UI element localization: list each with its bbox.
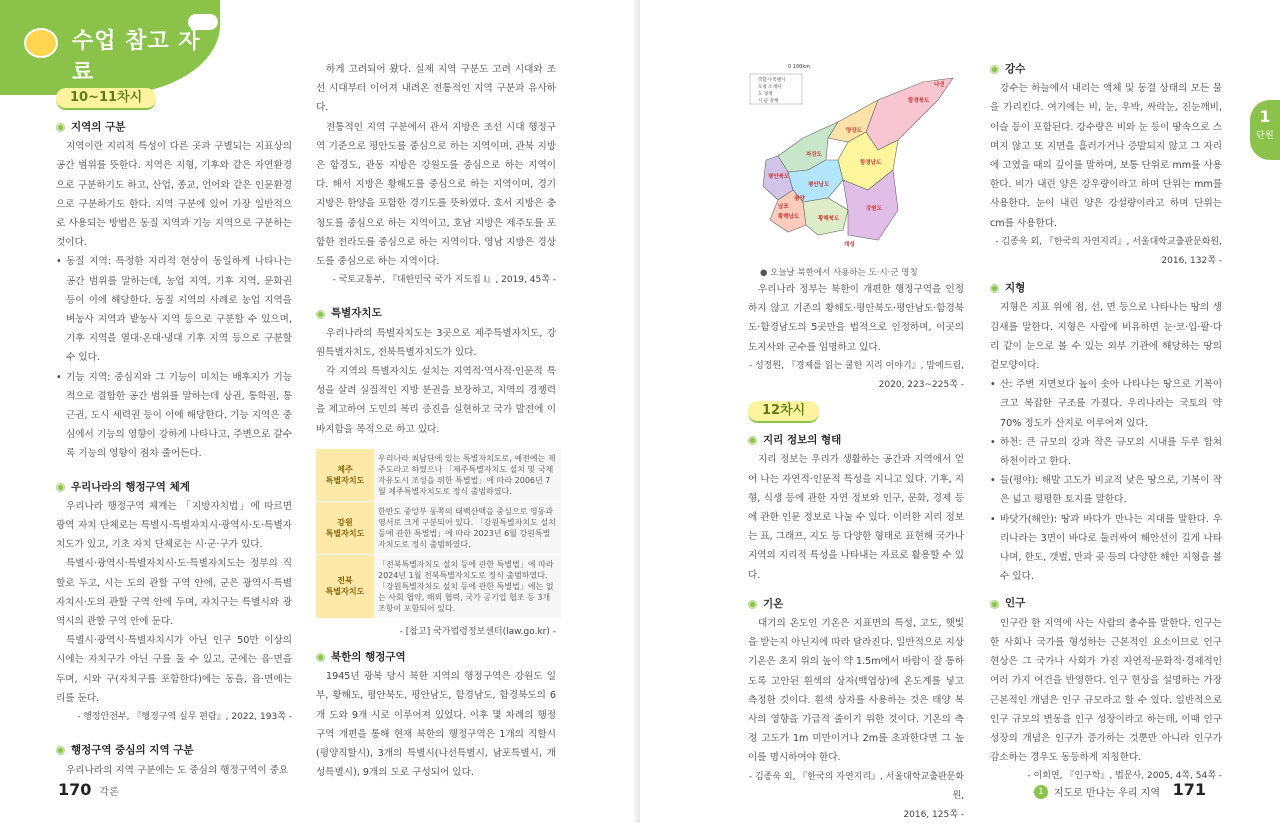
map-label: 개성 [844,242,855,248]
map-label: 나선 [934,82,945,88]
bullet-dot-icon [990,284,999,293]
bullet-item: • 바닷가(해안): 땅과 바다가 만나는 지대를 말한다. 우리나라는 3면이 바다로 둘러싸여 해안선이 길게 나타나며, 한도, 갯벌, 만과 곶 등의 다양한 해안 지형을 볼 수 있다. [990,510,1222,587]
table-head-cell: 제주 특별자치도 [316,449,374,502]
source-citation: - 성정원, 『경제를 읽는 쿨한 지리 이야기』, 맘에드림, [748,360,964,371]
paragraph: 지리 정보는 우리가 생활하는 공간과 지역에서 얻어 나는 자연적·인문적 특성을 지니고 있다. 기후, 지형, 식생 등에 관한 자연 정보와 인구, 문화, 경제 등에 관한 인문 정보로 나눌 수 있다. 이러한 지리 정보는 표, 그래프, 지도 등 다양한 형태로 표현해 국가나 지역의 지리적 특성을 나타내는 자료로 활용할 수 있다. [748,454,964,581]
bullet-item: • 기능 지역: 중심지와 그 기능이 미치는 배후지가 기능적으로 결합한 공간 범위를 말하는데 상권, 통학권, 통근권, 도시 세력권 등이 이에 해당한다. 기능 지역은 중심에서 기능의 영향이 강하게 나타나고, 주변으로 갈수록 기능의 영향이 점차 줄어든다. [56,368,292,464]
table-body-cell: 한반도 중앙부 동쪽의 태백산맥을 중심으로 영동과 영서로 크게 구분되어 있다. 「강원특별자치도 설치 등에 관한 특별법」에 따라 2023년 6월 강원특별자치도로 정식 출범하였다. [374,501,561,554]
map-label: 평안남도 [808,182,830,188]
left-column-2 [316,60,556,782]
section-title: 인구 [990,594,1222,613]
chick-icon [24,28,58,58]
map-label: 평안북도 [768,174,790,180]
bullet-item: • 산: 주변 지면보다 높이 솟아 나타나는 땅으로 기복이 크고 복잡한 구조를 가졌다. 우리나라는 국토의 약 70% 정도가 산지로 이루어져 있다. [990,375,1222,433]
section-title: 북한의 행정구역 [316,648,556,667]
section-title: 지역의 구분 [56,118,292,137]
section-title: 우리나라의 행정구역 체계 [56,478,292,497]
chapter-footer-title: 지도로 만나는 우리 지역 [1053,788,1160,799]
paragraph: 각 지역의 특별자치도 설치는 지역적·역사적·인문적 특성을 살려 실질적인 지방 분권을 보장하고, 지역의 경쟁력을 제고하여 도민의 복리 증진을 실현하고 국가 발전에 이바지함을 목적으로 하고 있다. [316,366,556,435]
header-banner [0,0,220,95]
source-citation: - 김종욱 외, 『한국의 자연지리』, 서울대학교출판문화원, [748,771,964,801]
source-citation: - 국토교통부, 『대한민국 국가 지도집 Ⅰ』, 2019, 45쪽 - [332,275,556,286]
paragraph: 지역이란 지리적 특성이 다른 곳과 구별되는 지표상의 공간 범위를 뜻한다. 지역은 지형, 기후와 같은 자연환경으로 구분하기도 하고, 산업, 종교, 언어와 같은 인문환경으로 구분하기도 한다. 지역 구분에 있어 가장 일반적으로 사용되는 방법은 동질 지역과 기능 지역으로 구분하는 것이다. [56,141,292,249]
paragraph: 우리나라 행정구역 체계는 「지방자치법」에 따르면 광역 자치 단체로는 특별시·특별자치시·광역시·도·특별자치도가 있고, 기초 자치 단체로는 시·군·구가 있다. [56,500,292,551]
map-legend-item: 도 경계 [758,92,773,97]
right-column-1 [748,266,964,825]
map-label: 양강도 [846,128,862,134]
map-caption: ● 오늘날 북한에서 사용하는 도·시·군 명칭 [760,268,918,278]
bullet-dot-icon [316,653,325,662]
section-title: 지형 [990,279,1222,298]
source-citation: 2016, 132쪽 - [1161,256,1222,267]
section-title: 기온 [748,595,964,614]
bullet-item: • 들(평야): 해발 고도가 비교적 낮은 땅으로, 기복이 작은 넓고 평평한 토지를 말한다. [990,471,1222,509]
bullet-item: • 동질 지역: 특정한 지리적 현상이 동일하게 나타나는 공간 범위를 말하는데, 농업 지역, 기후 지역, 문화권 등이 이에 해당한다. 동질 지역의 사례로 농업 지역을 벼농사 지역과 밭농사 지역 등으로 구분할 수 있으며, 기후 지역을 열대·온대·냉대 기후 지역 등으로 구분할 수 있다. [56,252,292,367]
source-citation: - 이희연, 『인구학』, 법문사, 2005, 4쪽, 54쪽 - [1027,771,1222,782]
map-legend-item: 도청 소재지 [758,85,782,90]
map-legend-item: 시·군 경계 [758,99,779,104]
source-citation: - [참고] 국가법령정보센터(law.go.kr) - [399,626,556,637]
paragraph: 전통적인 지역 구분에서 관서 지방은 조선 시대 행정구역 기준으로 평안도를 중심으로 하는 지역이며, 관북 지방은 함경도, 관동 지방은 강원도를 중심으로 하는 지역이다. 해서 지방은 황해도를 중심으로 하는 지역이며, 경기 지방은 한양을 포함한 경기도를 뜻하였다. 호서 지방은 충청도를 중심으로 하는 지역이고, 호남 지방은 제주도를 포함한 전라도를 중심으로 하는 지역이다. 영남 지방은 경상도를 중심으로 하는 지역이다. [316,121,556,268]
section-title: 행정구역 중심의 지역 구분 [56,741,292,760]
paragraph: 우리나라의 지역 구분에는 도 중심의 행정구역이 중요 [66,764,289,776]
paragraph: 특별시·광역시·특별자치시·도·특별자치도는 정부의 직할로 두고, 시는 도의 관할 구역 안에, 군은 광역시·특별자치시·도의 관할 구역 안에 두며, 자치구는 특별시와 광역시의 관할 구역 안에 둔다. [56,558,292,628]
unit-side-tab: 1 단원 [1250,100,1280,160]
table-head-cell: 전북 특별자치도 [316,554,374,618]
map-scale: 0 100km [788,64,811,70]
paragraph: 강수는 하늘에서 내리는 액체 및 동결 상태의 모든 물을 가리킨다. 여기에는 비, 눈, 우박, 싸락눈, 진눈깨비, 이슬 등이 포함된다. 강수량은 비와 눈 등이 땅속으로 스며지 않고 또 지면을 흘러가거나 증발되지 않고 그 자리에 고였을 때의 깊이를 말하며, 보통 단위로 mm를 사용한다. 비가 내린 양은 강우량이라고 하며 단위는 mm를 사용한다. 눈이 내린 양은 강설량이라고 하며 단위는 cm를 사용한다. [990,83,1222,229]
bullet-dot-icon [990,65,999,74]
source-citation: 2020, 223~225쪽 - [878,380,964,391]
chapter-badge: 1 [1034,785,1048,799]
left-page [0,0,640,823]
map-label: 황해북도 [818,216,840,222]
paragraph: 하게 고려되어 왔다. 실제 지역 구분도 고려 시대와 조선 시대부터 이어져 내려온 전통적인 지역 구분과 유사하다. [316,64,556,114]
bullet-dot-icon [56,123,65,132]
paragraph: 우리나라 정부는 북한이 개편한 행정구역을 인정하지 않고 기존의 황해도·평안북도·평안남도·함경북도·함경남도의 5곳만을 법적으로 인정하며, 이곳의 도지사와 군수를 임명하고 있다. [748,284,964,353]
table-body-cell: 우리나라 최남단에 있는 특별자치도로, 예전에는 제주도라고 하였으나 「제주특별자치도 설치 및 국제자유도시 조성을 위한 특별법」에 따라 2006년 7월 제주특별자치도로 정식 출범하였다. [374,449,561,502]
map-label: 남포 [778,204,789,210]
table-row [316,501,561,554]
bullet-dot-icon [56,483,65,492]
paragraph: 인구란 한 지역에 사는 사람의 총수를 말한다. 인구는 한 사회나 국가를 형성하는 근본적인 요소이므로 인구 현상은 그 국가나 사회가 가진 자연적·문화적·경제적인 여러 가지 여건을 반영한다. 인구 현상을 설명하는 가장 근본적인 개념은 인구 규모라고 할 수 있다. 일반적으로 인구 규모의 변동을 인구 성장이라고 하는데, 이때 인구 성장의 개념은 인구가 증가하는 것뿐만 아니라 인구가 감소하는 경우도 동등하게 지칭한다. [990,617,1222,764]
province-shape [866,78,953,150]
table-row [316,449,561,502]
bullet-dot-icon [56,746,65,755]
north-korea-admin-map [748,60,962,260]
bullet-dot-icon [748,436,757,445]
table-body-cell: 「전북특별자치도 설치 등에 관한 특별법」에 따라 2024년 1월 전북특별자치도로 정식 출범하였다. 「강원특별자치도 설치 등에 관한 특별법」에는 없는 사회 협약, 해외 협력, 국가 공기업 협조 등 3개 조항이 포함되어 있다. [374,554,561,618]
bullet-item: • 하천: 큰 규모의 강과 작은 규모의 시내를 두루 합쳐 하천이라고 한다. [990,433,1222,471]
page-number-left: 170 각론 [58,780,119,799]
map-legend-item: 직할시·특별시 [758,78,786,83]
page-title: 수업 참고 자료 [72,29,201,85]
table-row [316,554,561,618]
chapter-tag: 12차시 [748,401,819,423]
table-head-cell: 강원 특별자치도 [316,501,374,554]
left-column-1 [56,88,292,780]
map-label: 자강도 [806,152,822,158]
section-title: 지리 정보의 형태 [748,431,964,450]
bullet-dot-icon [990,600,999,609]
chapter-tag: 10~11차시 [56,88,156,110]
source-citation: - 행정안전부, 『행정구역 실무 편람』, 2022, 193쪽 - [77,712,292,723]
page-number-right: 171 [1172,780,1206,799]
map-label: 평양 [794,196,805,202]
map-svg [748,60,962,260]
source-citation: 2016, 125쪽 - [903,810,964,821]
map-label: 황해남도 [778,214,800,220]
special-province-table [316,449,561,619]
map-label: 함경남도 [860,160,882,166]
paragraph: 대기의 온도인 기온은 지표면의 특성, 고도, 햇빛을 받는지 아닌지에 따라 달라진다. 일반적으로 지상 기온은 초지 위의 높이 약 1.5m에서 바람이 잘 통하도록 고안된 흰색의 상자(백엽상)에 온도계를 넣고 측정한 것이다. 흰색 상자를 사용하는 것은 태양 복사의 영향을 가급적 줄이기 위한 것이다. 기온의 측정 고도가 1m 미만이거나 2m를 초과한다면 그 높이를 명시하여야 한다. [748,618,964,764]
section-title: 강수 [990,60,1222,79]
paragraph: 지형은 지표 위에 점, 선, 면 등으로 나타나는 땅의 생김새를 말한다. 지형은 사람에 비유하면 눈·코·입·팔·다리 같이 눈으로 볼 수 있는 외부 기관에 해당하는 땅의 겉모양이다. [990,302,1222,372]
source-citation: - 김종욱 외, 『한국의 자연지리』, 서울대학교출판문화원, [995,236,1222,247]
paragraph: 특별시·광역시·특별자치시가 아닌 인구 50만 이상의 시에는 자치구가 아닌 구를 둘 수 있고, 군에는 읍·면을 두며, 시와 구(자치구를 포함한다)에는 동을, 읍·면에는 리를 둔다. [56,635,292,704]
paragraph: 1945년 광복 당시 북한 지역의 행정구역은 강원도 일부, 황해도, 평안북도, 평안남도, 함경남도, 함경북도의 6개 도와 9개 시로 이루어져 있었다. 이후 몇 차례의 행정구역 개편을 통해 현재 북한의 행정구역은 1개의 직할시(평양직할시), 3개의 특별시(나선특별시, 남포특별시, 개성특별시), 9개의 도로 구성되어 있다. [316,671,556,779]
section-title: 특별자치도 [316,304,556,323]
bullet-dot-icon [316,310,325,319]
paragraph: 우리나라의 특별자치도는 3곳으로 제주특별자치도, 강원특별자치도, 전북특별자치도가 있다. [316,327,556,358]
map-label: 강원도 [866,206,882,212]
right-column-2 [990,60,1222,787]
map-label: 함경북도 [908,98,930,104]
bullet-dot-icon [748,600,757,609]
